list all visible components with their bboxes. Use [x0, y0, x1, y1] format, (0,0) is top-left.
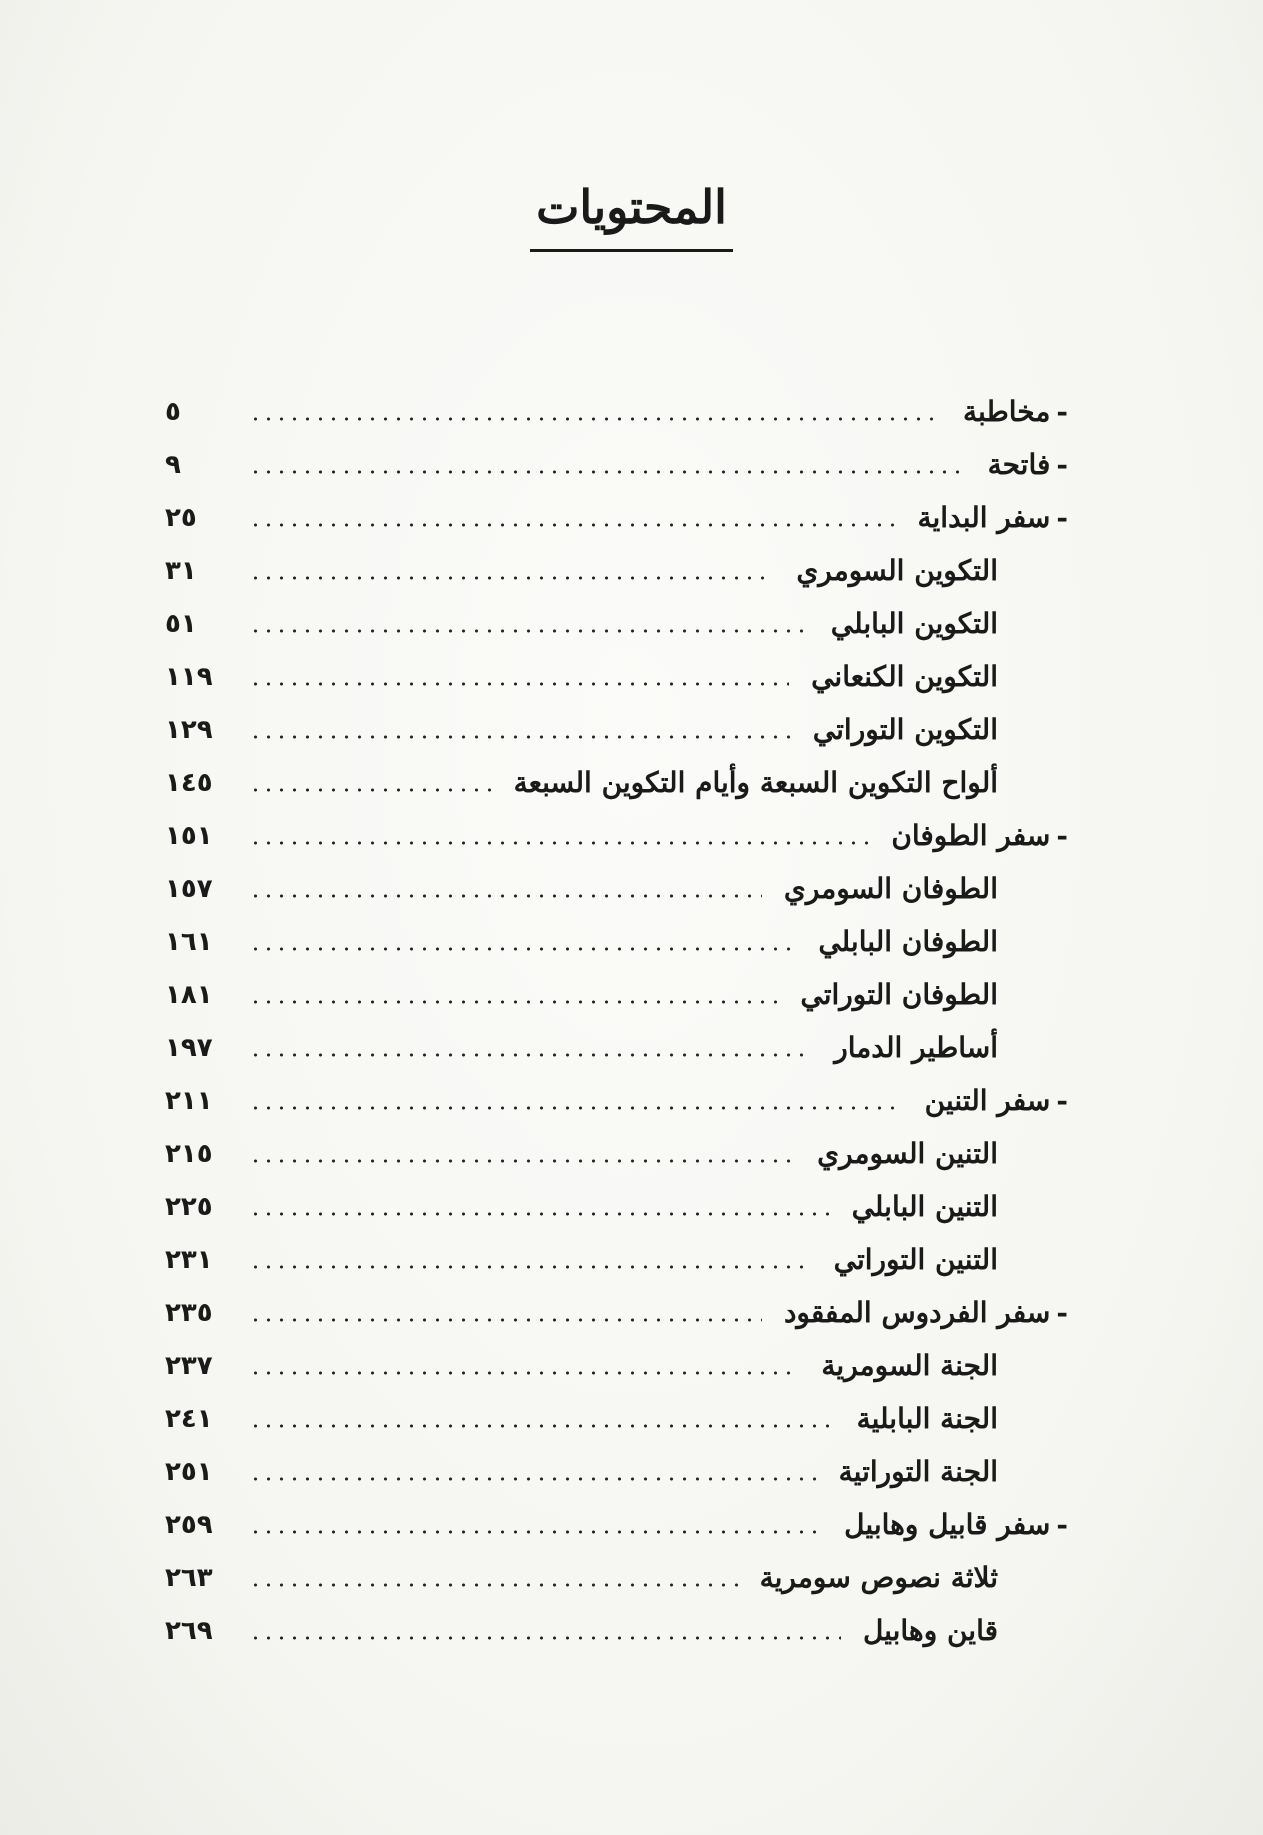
toc-entry-label [774, 554, 1068, 587]
toc-page-number: ٢٥٩ [165, 1509, 213, 1540]
entry-dash: - [1056, 501, 1068, 534]
dot-leader [249, 680, 789, 688]
toc-entry-label [762, 872, 1068, 905]
toc-entry-text: فاتحة [987, 448, 1051, 481]
toc-page-number: ١٥٧ [165, 873, 213, 904]
toc-entry-text: سفر البداية [917, 501, 1051, 534]
toc-subsection-entry [165, 968, 1068, 1021]
dot-leader [249, 1316, 762, 1324]
toc-entry-label [830, 1190, 1068, 1223]
toc-entry-text: التكوين السومري [796, 554, 998, 587]
toc-subsection-entry [165, 703, 1068, 756]
toc-subsection-entry [165, 1233, 1068, 1286]
entry-dash: - [1056, 395, 1068, 428]
toc-subsection-entry [165, 1604, 1068, 1657]
toc-subsection-entry [165, 597, 1068, 650]
toc-section-entry [165, 438, 1068, 491]
toc-entry-label [896, 501, 1069, 534]
dot-leader [249, 733, 791, 741]
toc-entry-text: سفر الفردوس المفقود [783, 1296, 1051, 1329]
toc-subsection-entry [165, 650, 1068, 703]
dot-leader [249, 998, 778, 1006]
toc-entry-text: التكوين البابلي [830, 607, 998, 640]
dot-leader [249, 521, 896, 529]
dot-leader [249, 1263, 812, 1271]
dot-leader [249, 892, 762, 900]
toc-entry-text: التنين السومري [817, 1137, 998, 1170]
toc-entry-text: سفر قابيل وهابيل [844, 1508, 1051, 1541]
toc-subsection-entry [165, 1127, 1068, 1180]
toc-entry-text: الطوفان البابلي [818, 925, 998, 958]
dot-leader [249, 1051, 812, 1059]
dot-leader [249, 945, 796, 953]
toc-entry-text: الجنة التوراتية [838, 1455, 998, 1488]
toc-entry-label [762, 1296, 1068, 1329]
dot-leader [249, 1210, 830, 1218]
toc-entry-label [812, 1031, 1068, 1064]
dot-leader [249, 839, 869, 847]
toc-entry-text: الجنة البابلية [856, 1402, 998, 1435]
toc-page-number: ٩ [165, 449, 181, 480]
toc-page-number: ٢٣٥ [165, 1297, 213, 1328]
toc-section-entry [165, 491, 1068, 544]
toc-entry-text: ألواح التكوين السبعة وأيام التكوين السبعة [513, 766, 998, 799]
toc-entry-label [796, 925, 1068, 958]
toc-page-number: ٢١٥ [165, 1138, 213, 1169]
toc-page-number: ٢٥ [165, 502, 197, 533]
toc-page-number: ٢٤١ [165, 1403, 213, 1434]
dot-leader [249, 1104, 903, 1112]
toc-section-entry [165, 1074, 1068, 1127]
dot-leader [249, 1581, 738, 1589]
toc-page-number: ٥ [165, 396, 181, 427]
toc-entry-label [738, 1561, 1068, 1594]
toc-subsection-entry [165, 1339, 1068, 1392]
toc-entry-label [817, 1455, 1068, 1488]
toc-section-entry [165, 385, 1068, 438]
entry-dash: - [1056, 1084, 1068, 1117]
toc-page-number: ٥١ [165, 608, 197, 639]
toc-entry-label [789, 660, 1068, 693]
toc-entry-label [903, 1084, 1068, 1117]
toc-entry-text: التكوين الكنعاني [811, 660, 998, 693]
toc-page-number: ٢٦٣ [165, 1562, 213, 1593]
toc-page-number: ٢٢٥ [165, 1191, 213, 1222]
title-wrap [0, 180, 1263, 252]
toc-entry-label [869, 819, 1068, 852]
toc-entry-text: التنين التوراتي [833, 1243, 998, 1276]
toc-entry-label [492, 766, 1068, 799]
entry-dash: - [1056, 819, 1068, 852]
dot-leader [249, 786, 492, 794]
dot-leader [249, 1422, 835, 1430]
toc-subsection-entry [165, 1551, 1068, 1604]
table-of-contents [165, 385, 1068, 1657]
toc-entry-text: أساطير الدمار [834, 1031, 998, 1064]
toc-page-number: ٢٦٩ [165, 1615, 213, 1646]
toc-subsection-entry [165, 756, 1068, 809]
toc-page-number: ٢٣٧ [165, 1350, 213, 1381]
toc-page-number: ١٩٧ [165, 1032, 213, 1063]
toc-entry-text: الجنة السومرية [821, 1349, 998, 1382]
toc-page-number: ١٦١ [165, 926, 213, 957]
toc-subsection-entry [165, 544, 1068, 597]
toc-entry-text: ثلاثة نصوص سومرية [759, 1561, 998, 1594]
toc-page-number: ١٤٥ [165, 767, 213, 798]
page-title: المحتويات [530, 180, 733, 252]
toc-subsection-entry [165, 862, 1068, 915]
toc-entry-label [795, 1137, 1068, 1170]
dot-leader [249, 1369, 799, 1377]
toc-entry-text: الطوفان السومري [783, 872, 998, 905]
toc-section-entry [165, 1498, 1068, 1551]
toc-entry-label [822, 1508, 1068, 1541]
toc-page-number: ١٨١ [165, 979, 213, 1010]
toc-page-number: ٣١ [165, 555, 197, 586]
entry-dash: - [1056, 1296, 1068, 1329]
toc-entry-text: التنين البابلي [851, 1190, 998, 1223]
dot-leader [249, 574, 774, 582]
toc-entry-label [778, 978, 1068, 1011]
dot-leader [249, 627, 809, 635]
toc-entry-text: الطوفان التوراتي [800, 978, 998, 1011]
toc-entry-label [809, 607, 1068, 640]
dot-leader [249, 415, 941, 423]
toc-page-number: ١٥١ [165, 820, 213, 851]
toc-entry-label [835, 1402, 1068, 1435]
entry-dash: - [1056, 1508, 1068, 1541]
toc-subsection-entry [165, 915, 1068, 968]
toc-subsection-entry [165, 1180, 1068, 1233]
dot-leader [249, 1634, 841, 1642]
toc-subsection-entry [165, 1445, 1068, 1498]
toc-page-number: ٢٥١ [165, 1456, 213, 1487]
toc-subsection-entry [165, 1392, 1068, 1445]
toc-entry-label [841, 1614, 1068, 1647]
entry-dash: - [1056, 448, 1068, 481]
dot-leader [249, 1475, 817, 1483]
dot-leader [249, 1157, 795, 1165]
toc-section-entry [165, 1286, 1068, 1339]
toc-entry-label [799, 1349, 1068, 1382]
toc-entry-label [791, 713, 1068, 746]
toc-page-number: ١١٩ [165, 661, 213, 692]
toc-page-number: ٢١١ [165, 1085, 213, 1116]
toc-subsection-entry [165, 1021, 1068, 1074]
toc-section-entry [165, 809, 1068, 862]
dot-leader [249, 468, 966, 476]
toc-entry-text: قاين وهابيل [862, 1614, 998, 1647]
toc-entry-text: سفر الطوفان [891, 819, 1051, 852]
toc-page-number: ٢٣١ [165, 1244, 213, 1275]
toc-page-number: ١٢٩ [165, 714, 213, 745]
toc-entry-text: مخاطبة [963, 395, 1051, 428]
toc-entry-text: سفر التنين [924, 1084, 1051, 1117]
toc-entry-label [941, 395, 1068, 428]
toc-entry-label [966, 448, 1068, 481]
toc-entry-text: التكوين التوراتي [812, 713, 998, 746]
toc-entry-label [812, 1243, 1068, 1276]
dot-leader [249, 1528, 822, 1536]
